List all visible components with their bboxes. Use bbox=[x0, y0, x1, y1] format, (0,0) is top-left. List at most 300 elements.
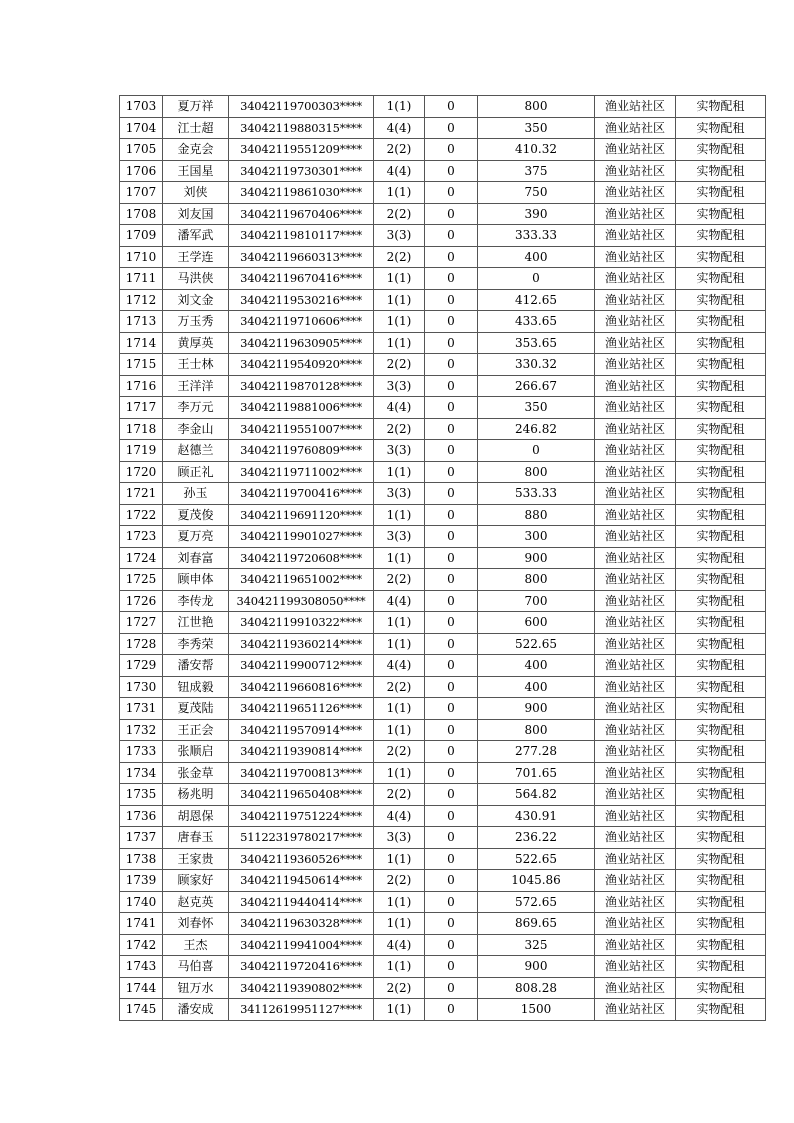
cell-id-number: 34042119941004**** bbox=[229, 934, 374, 956]
cell-id-number: 34042119651002**** bbox=[229, 569, 374, 591]
table-row bbox=[120, 977, 766, 999]
cell-amount: 390 bbox=[478, 203, 595, 225]
table-row bbox=[120, 203, 766, 225]
cell-field-zero: 0 bbox=[425, 311, 478, 333]
cell-household-size: 2(2) bbox=[374, 354, 425, 376]
cell-name: 顾正礼 bbox=[163, 461, 229, 483]
cell-id-number: 34042119530216**** bbox=[229, 289, 374, 311]
cell-allocation-type: 实物配租 bbox=[676, 182, 766, 204]
table-row bbox=[120, 375, 766, 397]
cell-household-size: 4(4) bbox=[374, 805, 425, 827]
cell-household-size: 2(2) bbox=[374, 784, 425, 806]
cell-field-zero: 0 bbox=[425, 913, 478, 935]
cell-name: 王家贵 bbox=[163, 848, 229, 870]
cell-community: 渔业站社区 bbox=[595, 655, 676, 677]
cell-field-zero: 0 bbox=[425, 203, 478, 225]
cell-row-number: 1736 bbox=[120, 805, 163, 827]
cell-household-size: 1(1) bbox=[374, 719, 425, 741]
cell-household-size: 1(1) bbox=[374, 289, 425, 311]
cell-community: 渔业站社区 bbox=[595, 160, 676, 182]
rental-allocation-table bbox=[119, 95, 766, 1021]
cell-row-number: 1720 bbox=[120, 461, 163, 483]
cell-name: 孙玉 bbox=[163, 483, 229, 505]
cell-amount: 325 bbox=[478, 934, 595, 956]
cell-amount: 900 bbox=[478, 698, 595, 720]
cell-household-size: 1(1) bbox=[374, 913, 425, 935]
cell-id-number: 34042119700303**** bbox=[229, 96, 374, 118]
cell-household-size: 2(2) bbox=[374, 418, 425, 440]
cell-row-number: 1721 bbox=[120, 483, 163, 505]
cell-household-size: 1(1) bbox=[374, 182, 425, 204]
cell-allocation-type: 实物配租 bbox=[676, 676, 766, 698]
cell-field-zero: 0 bbox=[425, 999, 478, 1021]
cell-allocation-type: 实物配租 bbox=[676, 440, 766, 462]
cell-community: 渔业站社区 bbox=[595, 483, 676, 505]
cell-amount: 572.65 bbox=[478, 891, 595, 913]
cell-row-number: 1703 bbox=[120, 96, 163, 118]
cell-household-size: 3(3) bbox=[374, 375, 425, 397]
cell-id-number: 34042119881006**** bbox=[229, 397, 374, 419]
cell-row-number: 1709 bbox=[120, 225, 163, 247]
cell-allocation-type: 实物配租 bbox=[676, 268, 766, 290]
cell-id-number: 34042119670416**** bbox=[229, 268, 374, 290]
cell-amount: 0 bbox=[478, 268, 595, 290]
cell-name: 李秀荣 bbox=[163, 633, 229, 655]
cell-amount: 800 bbox=[478, 569, 595, 591]
cell-row-number: 1745 bbox=[120, 999, 163, 1021]
cell-community: 渔业站社区 bbox=[595, 311, 676, 333]
cell-amount: 808.28 bbox=[478, 977, 595, 999]
cell-field-zero: 0 bbox=[425, 117, 478, 139]
cell-row-number: 1741 bbox=[120, 913, 163, 935]
cell-name: 李金山 bbox=[163, 418, 229, 440]
table-row bbox=[120, 870, 766, 892]
table-row bbox=[120, 913, 766, 935]
cell-amount: 522.65 bbox=[478, 633, 595, 655]
cell-household-size: 1(1) bbox=[374, 848, 425, 870]
table-row bbox=[120, 741, 766, 763]
cell-amount: 246.82 bbox=[478, 418, 595, 440]
cell-community: 渔业站社区 bbox=[595, 354, 676, 376]
cell-id-number: 34042119711002**** bbox=[229, 461, 374, 483]
cell-household-size: 1(1) bbox=[374, 698, 425, 720]
cell-community: 渔业站社区 bbox=[595, 461, 676, 483]
cell-id-number: 51122319780217**** bbox=[229, 827, 374, 849]
cell-field-zero: 0 bbox=[425, 440, 478, 462]
cell-name: 夏万祥 bbox=[163, 96, 229, 118]
cell-field-zero: 0 bbox=[425, 96, 478, 118]
cell-household-size: 1(1) bbox=[374, 504, 425, 526]
cell-name: 万玉秀 bbox=[163, 311, 229, 333]
cell-allocation-type: 实物配租 bbox=[676, 741, 766, 763]
cell-field-zero: 0 bbox=[425, 332, 478, 354]
cell-name: 胡恩保 bbox=[163, 805, 229, 827]
table-row bbox=[120, 569, 766, 591]
cell-community: 渔业站社区 bbox=[595, 870, 676, 892]
table-row bbox=[120, 547, 766, 569]
cell-row-number: 1722 bbox=[120, 504, 163, 526]
cell-id-number: 34042119910322**** bbox=[229, 612, 374, 634]
cell-allocation-type: 实物配租 bbox=[676, 246, 766, 268]
cell-id-number: 34042119551209**** bbox=[229, 139, 374, 161]
cell-id-number: 34042119390802**** bbox=[229, 977, 374, 999]
cell-row-number: 1744 bbox=[120, 977, 163, 999]
cell-allocation-type: 实物配租 bbox=[676, 977, 766, 999]
cell-amount: 600 bbox=[478, 612, 595, 634]
cell-row-number: 1714 bbox=[120, 332, 163, 354]
cell-name: 赵克英 bbox=[163, 891, 229, 913]
cell-field-zero: 0 bbox=[425, 418, 478, 440]
cell-household-size: 1(1) bbox=[374, 311, 425, 333]
cell-id-number: 34042119751224**** bbox=[229, 805, 374, 827]
cell-allocation-type: 实物配租 bbox=[676, 526, 766, 548]
cell-name: 金克会 bbox=[163, 139, 229, 161]
cell-id-number: 34042119670406**** bbox=[229, 203, 374, 225]
cell-amount: 800 bbox=[478, 461, 595, 483]
cell-id-number: 34042119861030**** bbox=[229, 182, 374, 204]
cell-amount: 410.32 bbox=[478, 139, 595, 161]
cell-id-number: 34042119630905**** bbox=[229, 332, 374, 354]
cell-allocation-type: 实物配租 bbox=[676, 483, 766, 505]
cell-name: 江世艳 bbox=[163, 612, 229, 634]
table-row bbox=[120, 999, 766, 1021]
cell-community: 渔业站社区 bbox=[595, 741, 676, 763]
cell-community: 渔业站社区 bbox=[595, 182, 676, 204]
cell-row-number: 1731 bbox=[120, 698, 163, 720]
table-row bbox=[120, 655, 766, 677]
cell-community: 渔业站社区 bbox=[595, 805, 676, 827]
cell-allocation-type: 实物配租 bbox=[676, 891, 766, 913]
table-row bbox=[120, 633, 766, 655]
cell-row-number: 1739 bbox=[120, 870, 163, 892]
cell-name: 马伯喜 bbox=[163, 956, 229, 978]
cell-allocation-type: 实物配租 bbox=[676, 590, 766, 612]
cell-community: 渔业站社区 bbox=[595, 913, 676, 935]
cell-household-size: 1(1) bbox=[374, 96, 425, 118]
cell-amount: 800 bbox=[478, 96, 595, 118]
cell-row-number: 1707 bbox=[120, 182, 163, 204]
cell-community: 渔业站社区 bbox=[595, 96, 676, 118]
cell-id-number: 34042119700813**** bbox=[229, 762, 374, 784]
cell-name: 王国星 bbox=[163, 160, 229, 182]
cell-name: 潘军武 bbox=[163, 225, 229, 247]
cell-name: 潘安成 bbox=[163, 999, 229, 1021]
cell-row-number: 1725 bbox=[120, 569, 163, 591]
cell-amount: 333.33 bbox=[478, 225, 595, 247]
cell-household-size: 1(1) bbox=[374, 999, 425, 1021]
cell-household-size: 4(4) bbox=[374, 397, 425, 419]
cell-field-zero: 0 bbox=[425, 676, 478, 698]
cell-row-number: 1738 bbox=[120, 848, 163, 870]
cell-amount: 800 bbox=[478, 719, 595, 741]
cell-id-number: 34042119660816**** bbox=[229, 676, 374, 698]
cell-community: 渔业站社区 bbox=[595, 397, 676, 419]
cell-allocation-type: 实物配租 bbox=[676, 848, 766, 870]
cell-id-number: 34042119870128**** bbox=[229, 375, 374, 397]
cell-community: 渔业站社区 bbox=[595, 268, 676, 290]
cell-allocation-type: 实物配租 bbox=[676, 870, 766, 892]
cell-field-zero: 0 bbox=[425, 526, 478, 548]
cell-name: 刘春怀 bbox=[163, 913, 229, 935]
cell-id-number: 34042119440414**** bbox=[229, 891, 374, 913]
cell-household-size: 4(4) bbox=[374, 934, 425, 956]
cell-field-zero: 0 bbox=[425, 719, 478, 741]
cell-amount: 1045.86 bbox=[478, 870, 595, 892]
table-row bbox=[120, 762, 766, 784]
cell-amount: 430.91 bbox=[478, 805, 595, 827]
cell-household-size: 1(1) bbox=[374, 956, 425, 978]
cell-amount: 564.82 bbox=[478, 784, 595, 806]
cell-community: 渔业站社区 bbox=[595, 977, 676, 999]
cell-row-number: 1705 bbox=[120, 139, 163, 161]
cell-allocation-type: 实物配租 bbox=[676, 160, 766, 182]
cell-row-number: 1742 bbox=[120, 934, 163, 956]
cell-row-number: 1740 bbox=[120, 891, 163, 913]
cell-allocation-type: 实物配租 bbox=[676, 655, 766, 677]
cell-id-number: 34042119390814**** bbox=[229, 741, 374, 763]
cell-amount: 236.22 bbox=[478, 827, 595, 849]
cell-allocation-type: 实物配租 bbox=[676, 117, 766, 139]
table-row bbox=[120, 483, 766, 505]
cell-household-size: 2(2) bbox=[374, 246, 425, 268]
cell-name: 张顺启 bbox=[163, 741, 229, 763]
cell-row-number: 1719 bbox=[120, 440, 163, 462]
cell-community: 渔业站社区 bbox=[595, 827, 676, 849]
cell-amount: 433.65 bbox=[478, 311, 595, 333]
cell-name: 杨兆明 bbox=[163, 784, 229, 806]
cell-household-size: 2(2) bbox=[374, 139, 425, 161]
cell-allocation-type: 实物配租 bbox=[676, 225, 766, 247]
table-row bbox=[120, 440, 766, 462]
cell-community: 渔业站社区 bbox=[595, 526, 676, 548]
cell-household-size: 1(1) bbox=[374, 633, 425, 655]
cell-field-zero: 0 bbox=[425, 160, 478, 182]
table-row bbox=[120, 268, 766, 290]
cell-allocation-type: 实物配租 bbox=[676, 612, 766, 634]
cell-id-number: 34042119660313**** bbox=[229, 246, 374, 268]
cell-field-zero: 0 bbox=[425, 698, 478, 720]
table-row bbox=[120, 698, 766, 720]
table-row bbox=[120, 246, 766, 268]
cell-field-zero: 0 bbox=[425, 182, 478, 204]
cell-household-size: 1(1) bbox=[374, 891, 425, 913]
cell-allocation-type: 实物配租 bbox=[676, 332, 766, 354]
cell-allocation-type: 实物配租 bbox=[676, 96, 766, 118]
cell-name: 王杰 bbox=[163, 934, 229, 956]
table-row bbox=[120, 182, 766, 204]
cell-name: 王正会 bbox=[163, 719, 229, 741]
cell-household-size: 4(4) bbox=[374, 117, 425, 139]
cell-row-number: 1728 bbox=[120, 633, 163, 655]
table-row bbox=[120, 827, 766, 849]
cell-community: 渔业站社区 bbox=[595, 784, 676, 806]
cell-name: 王学连 bbox=[163, 246, 229, 268]
cell-household-size: 3(3) bbox=[374, 526, 425, 548]
cell-row-number: 1716 bbox=[120, 375, 163, 397]
cell-community: 渔业站社区 bbox=[595, 547, 676, 569]
cell-amount: 300 bbox=[478, 526, 595, 548]
cell-community: 渔业站社区 bbox=[595, 891, 676, 913]
cell-amount: 900 bbox=[478, 956, 595, 978]
cell-id-number: 34042119900712**** bbox=[229, 655, 374, 677]
cell-amount: 375 bbox=[478, 160, 595, 182]
cell-community: 渔业站社区 bbox=[595, 612, 676, 634]
cell-community: 渔业站社区 bbox=[595, 504, 676, 526]
cell-name: 夏茂俊 bbox=[163, 504, 229, 526]
table-row bbox=[120, 354, 766, 376]
cell-allocation-type: 实物配租 bbox=[676, 762, 766, 784]
cell-id-number: 34042119700416**** bbox=[229, 483, 374, 505]
cell-allocation-type: 实物配租 bbox=[676, 547, 766, 569]
table-row bbox=[120, 612, 766, 634]
table-row bbox=[120, 805, 766, 827]
cell-household-size: 1(1) bbox=[374, 461, 425, 483]
cell-community: 渔业站社区 bbox=[595, 139, 676, 161]
cell-row-number: 1737 bbox=[120, 827, 163, 849]
cell-amount: 277.28 bbox=[478, 741, 595, 763]
cell-row-number: 1729 bbox=[120, 655, 163, 677]
cell-name: 夏万亮 bbox=[163, 526, 229, 548]
cell-community: 渔业站社区 bbox=[595, 440, 676, 462]
cell-row-number: 1718 bbox=[120, 418, 163, 440]
cell-name: 马洪侠 bbox=[163, 268, 229, 290]
cell-allocation-type: 实物配租 bbox=[676, 569, 766, 591]
cell-allocation-type: 实物配租 bbox=[676, 289, 766, 311]
cell-id-number: 34042119360526**** bbox=[229, 848, 374, 870]
cell-household-size: 2(2) bbox=[374, 977, 425, 999]
cell-amount: 522.65 bbox=[478, 848, 595, 870]
cell-field-zero: 0 bbox=[425, 848, 478, 870]
table-row bbox=[120, 848, 766, 870]
cell-row-number: 1730 bbox=[120, 676, 163, 698]
cell-field-zero: 0 bbox=[425, 504, 478, 526]
cell-field-zero: 0 bbox=[425, 655, 478, 677]
cell-community: 渔业站社区 bbox=[595, 676, 676, 698]
cell-field-zero: 0 bbox=[425, 483, 478, 505]
table-row bbox=[120, 332, 766, 354]
cell-household-size: 1(1) bbox=[374, 762, 425, 784]
table-row bbox=[120, 526, 766, 548]
cell-amount: 353.65 bbox=[478, 332, 595, 354]
cell-amount: 400 bbox=[478, 676, 595, 698]
cell-id-number: 34112619951127**** bbox=[229, 999, 374, 1021]
cell-id-number: 34042119691120**** bbox=[229, 504, 374, 526]
cell-household-size: 2(2) bbox=[374, 870, 425, 892]
cell-field-zero: 0 bbox=[425, 612, 478, 634]
cell-field-zero: 0 bbox=[425, 827, 478, 849]
cell-id-number: 34042119760809**** bbox=[229, 440, 374, 462]
cell-field-zero: 0 bbox=[425, 225, 478, 247]
cell-field-zero: 0 bbox=[425, 934, 478, 956]
cell-field-zero: 0 bbox=[425, 375, 478, 397]
cell-allocation-type: 实物配租 bbox=[676, 203, 766, 225]
cell-name: 赵德兰 bbox=[163, 440, 229, 462]
cell-id-number: 34042119720416**** bbox=[229, 956, 374, 978]
cell-name: 刘春富 bbox=[163, 547, 229, 569]
cell-amount: 400 bbox=[478, 655, 595, 677]
cell-field-zero: 0 bbox=[425, 590, 478, 612]
cell-name: 李传龙 bbox=[163, 590, 229, 612]
cell-allocation-type: 实物配租 bbox=[676, 805, 766, 827]
cell-household-size: 2(2) bbox=[374, 741, 425, 763]
cell-community: 渔业站社区 bbox=[595, 934, 676, 956]
cell-name: 潘安帮 bbox=[163, 655, 229, 677]
cell-allocation-type: 实物配租 bbox=[676, 956, 766, 978]
cell-id-number: 34042119551007**** bbox=[229, 418, 374, 440]
table-row bbox=[120, 418, 766, 440]
table-row bbox=[120, 590, 766, 612]
cell-amount: 350 bbox=[478, 397, 595, 419]
cell-row-number: 1712 bbox=[120, 289, 163, 311]
cell-name: 李万元 bbox=[163, 397, 229, 419]
cell-community: 渔业站社区 bbox=[595, 246, 676, 268]
cell-community: 渔业站社区 bbox=[595, 956, 676, 978]
cell-amount: 701.65 bbox=[478, 762, 595, 784]
cell-row-number: 1743 bbox=[120, 956, 163, 978]
table-row bbox=[120, 891, 766, 913]
cell-name: 钮万水 bbox=[163, 977, 229, 999]
cell-community: 渔业站社区 bbox=[595, 698, 676, 720]
cell-row-number: 1734 bbox=[120, 762, 163, 784]
cell-amount: 412.65 bbox=[478, 289, 595, 311]
cell-community: 渔业站社区 bbox=[595, 762, 676, 784]
table-row bbox=[120, 397, 766, 419]
cell-name: 刘侠 bbox=[163, 182, 229, 204]
cell-field-zero: 0 bbox=[425, 569, 478, 591]
cell-row-number: 1724 bbox=[120, 547, 163, 569]
table-row bbox=[120, 934, 766, 956]
cell-allocation-type: 实物配租 bbox=[676, 999, 766, 1021]
table-row bbox=[120, 461, 766, 483]
table-row bbox=[120, 225, 766, 247]
cell-household-size: 4(4) bbox=[374, 655, 425, 677]
cell-row-number: 1711 bbox=[120, 268, 163, 290]
cell-field-zero: 0 bbox=[425, 956, 478, 978]
table-row bbox=[120, 96, 766, 118]
cell-row-number: 1713 bbox=[120, 311, 163, 333]
cell-field-zero: 0 bbox=[425, 246, 478, 268]
table-row bbox=[120, 289, 766, 311]
cell-allocation-type: 实物配租 bbox=[676, 827, 766, 849]
cell-field-zero: 0 bbox=[425, 354, 478, 376]
cell-household-size: 3(3) bbox=[374, 483, 425, 505]
cell-id-number: 34042119720608**** bbox=[229, 547, 374, 569]
table-body bbox=[120, 96, 766, 1021]
cell-field-zero: 0 bbox=[425, 762, 478, 784]
cell-household-size: 1(1) bbox=[374, 612, 425, 634]
cell-allocation-type: 实物配租 bbox=[676, 375, 766, 397]
cell-amount: 750 bbox=[478, 182, 595, 204]
cell-amount: 400 bbox=[478, 246, 595, 268]
cell-community: 渔业站社区 bbox=[595, 569, 676, 591]
cell-field-zero: 0 bbox=[425, 977, 478, 999]
cell-id-number: 340421199308050**** bbox=[229, 590, 374, 612]
cell-row-number: 1717 bbox=[120, 397, 163, 419]
cell-allocation-type: 实物配租 bbox=[676, 354, 766, 376]
cell-community: 渔业站社区 bbox=[595, 332, 676, 354]
cell-name: 刘友国 bbox=[163, 203, 229, 225]
cell-community: 渔业站社区 bbox=[595, 203, 676, 225]
cell-row-number: 1732 bbox=[120, 719, 163, 741]
cell-amount: 900 bbox=[478, 547, 595, 569]
cell-name: 顾家好 bbox=[163, 870, 229, 892]
cell-community: 渔业站社区 bbox=[595, 999, 676, 1021]
cell-name: 钮成毅 bbox=[163, 676, 229, 698]
cell-community: 渔业站社区 bbox=[595, 418, 676, 440]
table-row bbox=[120, 160, 766, 182]
cell-row-number: 1710 bbox=[120, 246, 163, 268]
cell-household-size: 4(4) bbox=[374, 590, 425, 612]
